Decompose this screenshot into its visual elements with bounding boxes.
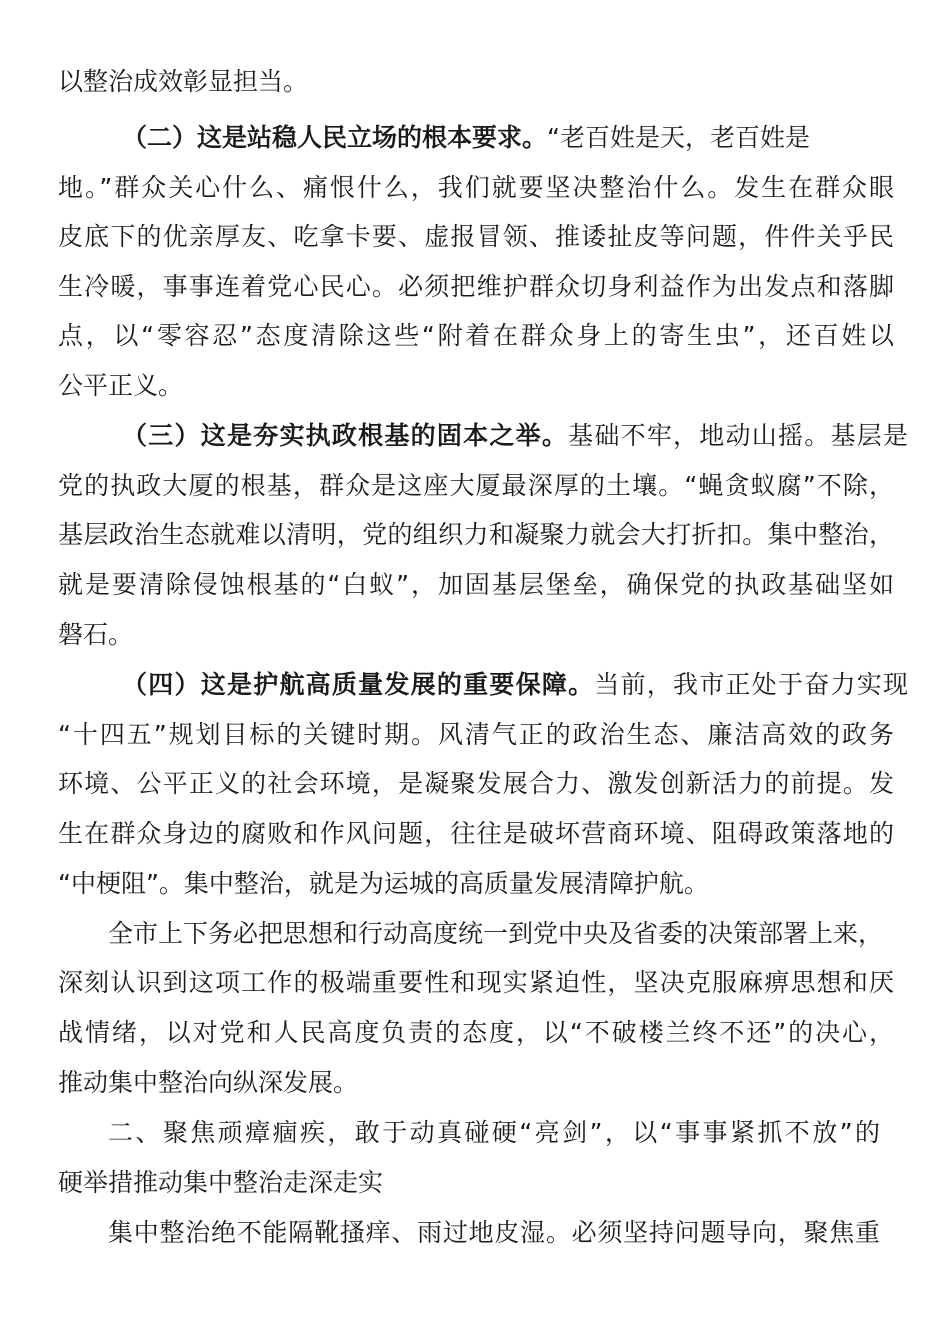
section-title-2-cont: 硬举措推动集中整治走深走实 [58,1168,384,1197]
text-line: 点，以“零容忍”态度清除这些“附着在群众身上的寄生虫”，还百姓以 [58,321,894,350]
text-line: 党的执政大厦的根基，群众是这座大厦最深厚的土壤。“蝇贪蚁腐”不除， [58,471,894,500]
paragraph-start: 集中整治绝不能隔靴搔痒、雨过地皮湿。必须坚持问题导向，聚焦重 [108,1218,880,1247]
section-heading-2: （二）这是站稳人民立场的根本要求。“老百姓是天，老百姓是 [122,123,810,152]
heading-bold: （三）这是夯实执政根基的固本之举。 [122,421,569,450]
text-line: 生在群众身边的腐败和作风问题，往往是破坏营商环境、阻碍政策落地的 [58,819,894,848]
paragraph-start: 全市上下务必把思想和行动高度统一到党中央及省委的决策部署上来， [108,919,884,948]
heading-bold: （四）这是护航高质量发展的重要保障。 [122,670,595,699]
text-line: 磐石。 [58,620,134,649]
text-line: 生冷暖，事事连着党心民心。必须把维护群众切身利益作为出发点和落脚 [58,272,894,301]
section-title-2: 二、聚焦顽瘴痼疾，敢于动真碰硬“亮剑”，以“事事紧抓不放”的 [108,1118,880,1147]
text-line: 皮底下的优亲厚友、吃拿卡要、虚报冒领、推诿扯皮等问题，件件关乎民 [58,222,894,251]
heading-bold: （二）这是站稳人民立场的根本要求。 [122,123,548,152]
section-heading-4: （四）这是护航高质量发展的重要保障。当前，我市正处于奋力实现 [122,670,908,699]
text-line: 环境、公平正义的社会环境，是凝聚发展合力、激发创新活力的前提。发 [58,769,894,798]
text-line: 以整治成效彰显担当。 [58,67,309,96]
text-line: 战情绪，以对党和人民高度负责的态度，以“不破楼兰终不还”的决心， [58,1018,894,1047]
section-heading-3: （三）这是夯实执政根基的固本之举。基础不牢，地动山摇。基层是 [122,421,908,450]
text-line: 地。”群众关心什么、痛恨什么，我们就要坚决整治什么。发生在群众眼 [58,173,894,202]
text-line: 就是要清除侵蚀根基的“白蚁”，加固基层堡垒，确保党的执政基础坚如 [58,570,894,599]
text-line: “十四五”规划目标的关键时期。风清气正的政治生态、廉洁高效的政务 [58,720,894,749]
text-line: 深刻认识到这项工作的极端重要性和现实紧迫性，坚决克服麻痹思想和厌 [58,968,894,997]
text-line: 公平正义。 [58,371,184,400]
text-line: “中梗阻”。集中整治，就是为运城的高质量发展清障护航。 [58,869,709,898]
text-line: 基层政治生态就难以清明，党的组织力和凝聚力就会大打折扣。集中整治， [58,520,894,549]
text-line: 推动集中整治向纵深发展。 [58,1068,359,1097]
